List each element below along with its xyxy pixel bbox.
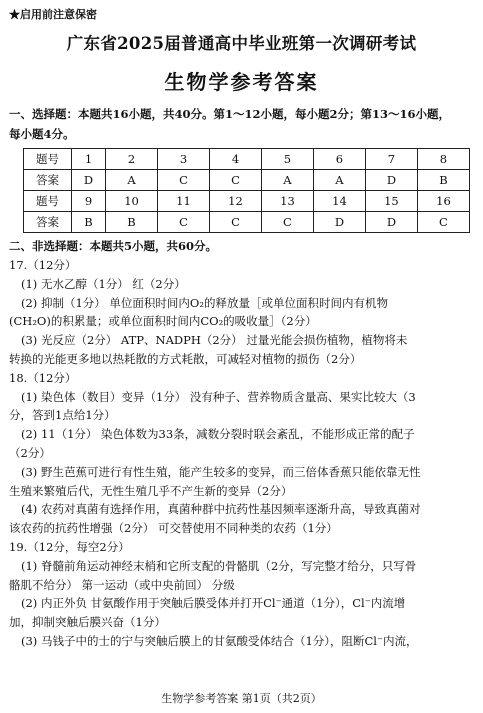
- table-cell: D: [365, 212, 417, 233]
- table-cell: 13: [261, 191, 313, 212]
- answer-line: 转换的光能更多地以热耗散的方式耗散，可减轻对植物的损伤（2分）: [9, 351, 362, 366]
- table-cell: C: [417, 212, 469, 233]
- table-cell: 2: [106, 149, 158, 170]
- table-cell: B: [417, 170, 469, 191]
- table-row: [24, 170, 470, 191]
- answer-line: (3) 马钱子中的士的宁与突触后膜上的甘氨酸受体结合（1分），阻断Cl⁻内流，: [21, 633, 418, 648]
- table-cell: A: [261, 170, 313, 191]
- answer-line: 生殖来繁殖后代，无性生殖几乎不产生新的变异（2分）: [9, 483, 293, 498]
- table-cell: B: [72, 212, 106, 233]
- table-cell: B: [106, 212, 158, 233]
- answer-table: [23, 148, 470, 233]
- table-cell: D: [72, 170, 106, 191]
- table-cell: 16: [417, 191, 469, 212]
- answer-line: (1) 无水乙醇（1分） 红（2分）: [21, 276, 186, 291]
- page-footer: 生物学参考答案 第1页（共2页）: [161, 692, 322, 705]
- table-row-label: 答案: [24, 170, 72, 191]
- table-row: [24, 149, 470, 170]
- table-cell: A: [106, 170, 158, 191]
- table-cell: 9: [72, 191, 106, 212]
- answer-line: (2) 内正外负 甘氨酸作用于突触后膜受体并打开Cl⁻通道（1分），Cl⁻内流增: [21, 596, 406, 611]
- table-cell: 15: [365, 191, 417, 212]
- question-heading: 18.（12分）: [9, 370, 77, 385]
- table-cell: 4: [209, 149, 261, 170]
- answer-line: 骼肌不给分） 第一运动（或中央前回） 分级: [9, 577, 235, 592]
- section2-heading: 二、非选择题：本题共5小题，共60分。: [9, 239, 218, 253]
- answer-line: 分，答到1点给1分）: [9, 408, 116, 423]
- answer-line: (1) 染色体（数目）变异（1分） 没有种子、营养物质含量高、果实比较大（3: [21, 389, 416, 404]
- answer-line: (3) 野生芭蕉可进行有性生殖，能产生较多的变异，而三倍体香蕉只能依靠无性: [21, 464, 421, 479]
- table-cell: 1: [72, 149, 106, 170]
- answer-line: (4) 农药对真菌有选择作用，真菌种群中抗药性基因频率逐渐升高，导致真菌对: [21, 502, 421, 517]
- table-cell: C: [261, 212, 313, 233]
- answer-line: (1) 脊髓前角运动神经末梢和它所支配的骨骼肌（2分，写完整才给分，只写骨: [21, 558, 417, 573]
- answer-line: (2) 11（1分） 染色体数为33条，减数分裂时联会紊乱，不能形成正常的配子: [21, 427, 415, 442]
- answer-body: [9, 256, 479, 651]
- table-cell: 11: [158, 191, 210, 212]
- exam-title: 广东省2025届普通高中毕业班第一次调研考试: [66, 34, 417, 53]
- question-heading: 17.（12分）: [9, 258, 77, 272]
- section1-line1: 一、选择题：本题共16小题，共40分。第1～12小题，每小题2分；第13～16小题，: [9, 107, 451, 121]
- table-cell: C: [158, 212, 210, 233]
- answer-line: (3) 光反应（2分） ATP、NADPH（2分） 过量光能会损伤植物，植物将未: [21, 333, 408, 348]
- table-row-label: 答案: [24, 212, 72, 233]
- table-cell: C: [158, 170, 210, 191]
- table-row-label: 题号: [24, 191, 72, 212]
- answer-line: 加，抑制突触后膜兴奋（1分）: [9, 615, 166, 630]
- table-cell: 12: [209, 191, 261, 212]
- table-cell: 8: [417, 149, 469, 170]
- table-cell: 5: [261, 149, 313, 170]
- answer-line: （2分）: [9, 445, 51, 460]
- table-row: [24, 212, 470, 233]
- section1-instructions: [9, 104, 479, 144]
- table-cell: D: [313, 212, 365, 233]
- confidential-label: ★启用前注意保密: [9, 8, 97, 21]
- table-cell: D: [365, 170, 417, 191]
- table-cell: 10: [106, 191, 158, 212]
- question-heading: 19.（12分，每空2分）: [9, 539, 130, 554]
- table-cell: C: [209, 170, 261, 191]
- document-title: 生物学参考答案: [164, 70, 319, 94]
- answer-line: (CH₂O)的积累量；或单位面积时间内CO₂的吸收量］（2分）: [9, 314, 317, 329]
- table-cell: 7: [365, 149, 417, 170]
- table-cell: 14: [313, 191, 365, 212]
- table-cell: 3: [158, 149, 210, 170]
- answer-line: 该农药的抗药性增强（2分） 可交替使用不同种类的农药（1分）: [9, 521, 338, 536]
- table-cell: 6: [313, 149, 365, 170]
- table-cell: A: [313, 170, 365, 191]
- table-row-label: 题号: [24, 149, 72, 170]
- table-cell: C: [209, 212, 261, 233]
- section1-line2: 每小题4分。: [9, 127, 75, 141]
- answer-line: (2) 抑制（1分） 单位面积时间内O₂的释放量［或单位面积时间内有机物: [21, 295, 388, 310]
- table-row: [24, 191, 470, 212]
